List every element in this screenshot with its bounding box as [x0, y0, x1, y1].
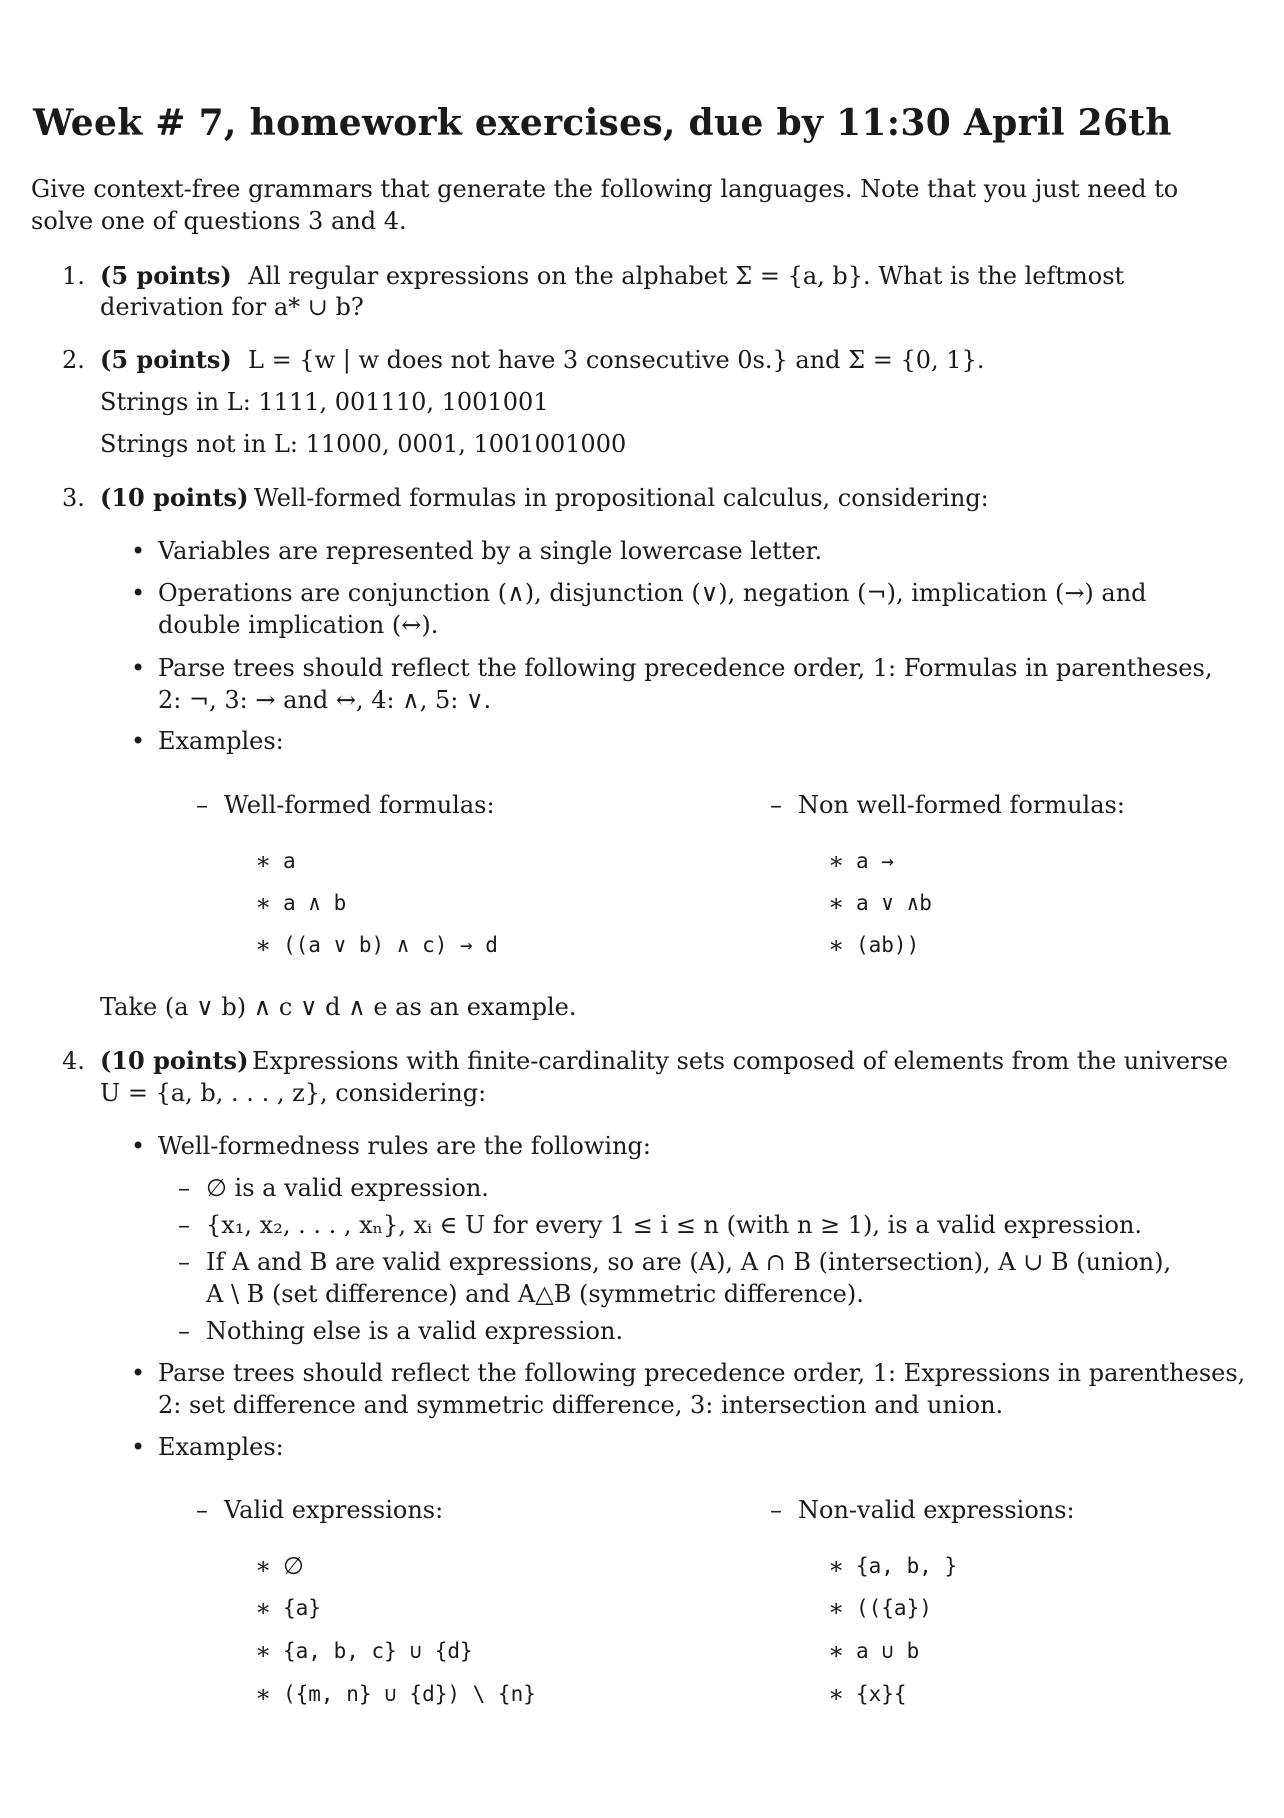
bullet-icon: • [131, 727, 146, 755]
star-icon: ∗ [255, 1552, 272, 1580]
q3-bullet-3-line-2: 2: ¬, 3: → and ↔, 4: ∧, 5: ∨. [158, 686, 492, 714]
q3-bullet-4: Examples: [158, 727, 284, 755]
bullet-icon: • [131, 1132, 146, 1160]
q3-take-example: Take (a ∨ b) ∧ c ∨ d ∧ e as an example. [100, 993, 577, 1021]
star-icon: ∗ [255, 889, 272, 917]
q3-non-example-3: (ab)) [856, 933, 920, 957]
q3-well-example-1: a [283, 849, 296, 873]
q3-points: (10 points) [100, 483, 249, 512]
dash-icon: – [196, 791, 208, 819]
q3-well-example-2: a ∧ b [283, 891, 347, 915]
dash-icon: – [178, 1248, 190, 1276]
bullet-icon: • [131, 537, 146, 565]
q3-bullet-2-line-1: Operations are conjunction (∧), disjunction (∨), negation (¬), implication (→) and [158, 579, 1147, 607]
q2-text: L = {w | w does not have 3 consecutive 0s.} and Σ = {0, 1}. [248, 346, 985, 374]
q4-points: (10 points) [100, 1046, 249, 1075]
q2-strings-not-in: Strings not in L: 11000, 0001, 1001001000 [100, 430, 627, 458]
q3-text: Well-formed formulas in propositional calculus, considering: [254, 484, 989, 512]
q4-rule-2: {x₁, x₂, . . . , xₙ}, xᵢ ∈ U for every 1 ≤ i ≤ n (with n ≥ 1), is a valid expression. [206, 1211, 1143, 1239]
intro-line-1: Give context-free grammars that generate the following languages. Note that you just need to [31, 175, 1179, 203]
q4-bullet-3: Examples: [158, 1433, 284, 1461]
star-icon: ∗ [255, 1680, 272, 1708]
q3-well-formed-label: Well-formed formulas: [224, 791, 495, 819]
q2-points: (5 points) [100, 345, 232, 374]
star-icon: ∗ [828, 1594, 845, 1622]
q3-number: 3. [62, 484, 85, 512]
dash-icon: – [196, 1496, 208, 1524]
q4-text: Expressions with finite-cardinality sets composed of elements from the universe [252, 1047, 1229, 1075]
q4-nonvalid-label: Non-valid expressions: [798, 1496, 1075, 1524]
q4-rule-4: Nothing else is a valid expression. [206, 1317, 624, 1345]
q4-nonvalid-example-1: {a, b, } [856, 1554, 958, 1578]
q4-nonvalid-example-2: (({a}) [856, 1596, 932, 1620]
q4-bullet-2-line-1: Parse trees should reflect the following precedence order, 1: Expressions in parentheses, [158, 1359, 1246, 1387]
q4-number: 4. [62, 1047, 85, 1075]
bullet-icon: • [131, 1359, 146, 1387]
intro-line-2: solve one of questions 3 and 4. [31, 207, 407, 235]
star-icon: ∗ [828, 1680, 845, 1708]
q3-bullet-3-line-1: Parse trees should reflect the following precedence order, 1: Formulas in parentheses, [158, 654, 1213, 682]
q4-rule-3-line-2: A \ B (set difference) and A△B (symmetric difference). [206, 1280, 864, 1308]
dash-icon: – [770, 791, 782, 819]
star-icon: ∗ [255, 1637, 272, 1665]
star-icon: ∗ [255, 931, 272, 959]
q1-number: 1. [62, 262, 85, 290]
q2-strings-in: Strings in L: 1111, 001110, 1001001 [100, 388, 549, 416]
q4-valid-example-1: ∅ [283, 1552, 304, 1580]
q1-text-line-2: derivation for a* ∪ b? [100, 293, 364, 321]
star-icon: ∗ [828, 931, 845, 959]
star-icon: ∗ [828, 1637, 845, 1665]
star-icon: ∗ [255, 847, 272, 875]
star-icon: ∗ [828, 889, 845, 917]
q4-valid-example-4: ({m, n} ∪ {d}) \ {n} [283, 1682, 536, 1706]
q4-nonvalid-example-4: {x}{ [856, 1682, 907, 1706]
q4-rule-1: ∅ is a valid expression. [206, 1174, 489, 1202]
q4-rule-3-line-1: If A and B are valid expressions, so are (A), A ∩ B (intersection), A ∪ B (union), [206, 1248, 1172, 1276]
q3-non-example-2: a ∨ ∧b [856, 891, 932, 915]
q3-non-well-formed-label: Non well-formed formulas: [798, 791, 1125, 819]
dash-icon: – [178, 1174, 190, 1202]
star-icon: ∗ [828, 847, 845, 875]
q4-nonvalid-example-3: a ∪ b [856, 1639, 920, 1663]
bullet-icon: • [131, 1433, 146, 1461]
q1-points: (5 points) [100, 261, 232, 290]
q4-bullet-1: Well-formedness rules are the following: [158, 1132, 651, 1160]
q4-bullet-2-line-2: 2: set difference and symmetric difference, 3: intersection and union. [158, 1391, 1004, 1419]
q4-valid-label: Valid expressions: [224, 1496, 444, 1524]
q4-text-line-2: U = {a, b, . . . , z}, considering: [100, 1079, 487, 1107]
dash-icon: – [770, 1496, 782, 1524]
q4-valid-example-3: {a, b, c} ∪ {d} [283, 1639, 473, 1663]
q2-number: 2. [62, 346, 85, 374]
dash-icon: – [178, 1317, 190, 1345]
q3-bullet-2-line-2: double implication (↔). [158, 611, 439, 639]
q3-well-example-3: ((a ∨ b) ∧ c) → d [283, 933, 498, 957]
star-icon: ∗ [255, 1594, 272, 1622]
page-title: Week # 7, homework exercises, due by 11:30 April 26th [33, 102, 1172, 144]
q3-non-example-1: a → [856, 849, 894, 873]
bullet-icon: • [131, 654, 146, 682]
bullet-icon: • [131, 579, 146, 607]
dash-icon: – [178, 1211, 190, 1239]
q4-valid-example-2: {a} [283, 1596, 321, 1620]
q1-text: All regular expressions on the alphabet Σ = {a, b}. What is the leftmost [248, 262, 1125, 290]
star-icon: ∗ [828, 1552, 845, 1580]
q3-bullet-1: Variables are represented by a single lowercase letter. [158, 537, 823, 565]
